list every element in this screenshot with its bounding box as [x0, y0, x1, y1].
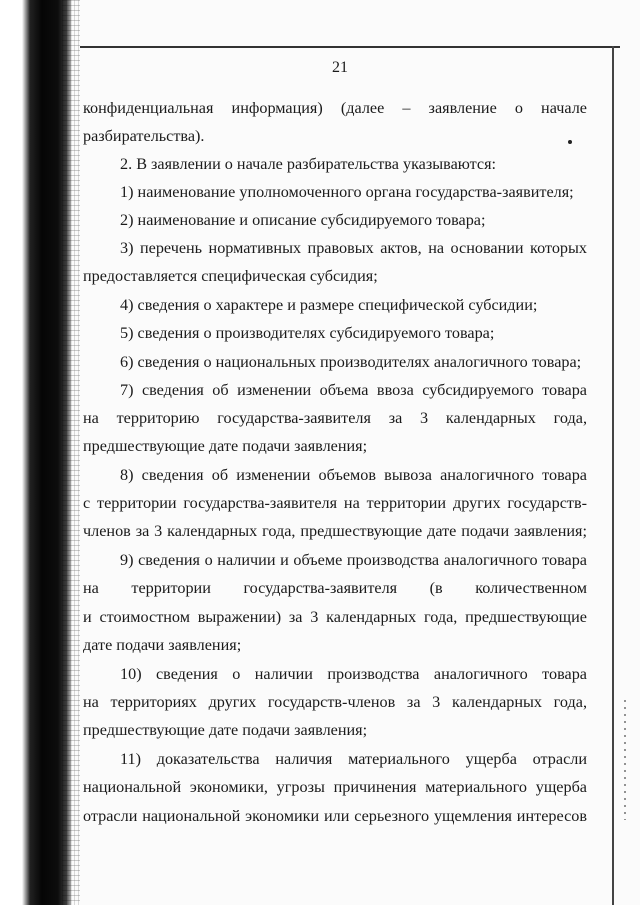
- text-line: 2) наименование и описание субсидируемого товара;: [120, 211, 486, 229]
- text-line: предшествующие дате подачи заявления;: [83, 437, 368, 455]
- text-line: 11) доказательства наличия материального ущерба отрасли: [120, 750, 587, 768]
- text-line: предоставляется специфическая субсидия;: [83, 267, 378, 285]
- text-line: предшествующие дате подачи заявления;: [83, 721, 368, 739]
- text-line: с территории государства-заявителя на территории других государств-: [83, 494, 587, 512]
- text-line: дате подачи заявления;: [83, 636, 242, 654]
- page-number: 21: [332, 59, 348, 76]
- scan-dotted-edge: [624, 700, 626, 820]
- text-line: членов за 3 календарных года, предшествующие дате подачи заявления;: [83, 522, 587, 540]
- text-line: разбирательства).: [83, 127, 205, 145]
- text-line: 8) сведения об изменении объемов вывоза аналогичного товара: [120, 466, 587, 484]
- text-line: отрасли национальной экономики или серьезного ущемления интересов: [83, 807, 587, 825]
- text-line: и стоимостном выражении) за 3 календарных года, предшествующие: [83, 608, 587, 626]
- text-line: 7) сведения об изменении объема ввоза субсидируемого товара: [120, 381, 587, 399]
- scan-binding-noise: [62, 0, 80, 905]
- text-line: 9) сведения о наличии и объеме производства аналогичного товара: [120, 551, 587, 569]
- text-line: на территорию государства-заявителя за 3 календарных года,: [83, 409, 587, 427]
- text-line: 4) сведения о характере и размере специфической субсидии;: [120, 296, 538, 314]
- text-line: на территории государства-заявителя (в количественном: [83, 579, 587, 597]
- text-line: 3) перечень нормативных правовых актов, на основании которых: [120, 239, 587, 257]
- text-line: 2. В заявлении о начале разбирательства указываются:: [120, 155, 497, 173]
- text-line: 1) наименование уполномоченного органа государства-заявителя;: [120, 183, 574, 201]
- scan-frame-right-line: [612, 46, 614, 905]
- text-line: 10) сведения о наличии производства аналогичного товара: [120, 665, 587, 683]
- text-line: конфиденциальная информация) (далее – заявление о начале: [83, 99, 587, 117]
- scan-frame-top-line: [80, 46, 620, 48]
- text-line: 5) сведения о производителях субсидируемого товара;: [120, 324, 495, 342]
- text-line: 6) сведения о национальных производителях аналогичного товара;: [120, 353, 582, 371]
- scan-speck: [568, 140, 572, 144]
- text-line: национальной экономики, угрозы причинения материального ущерба: [83, 778, 587, 796]
- text-line: на территориях других государств-членов за 3 календарных года,: [83, 693, 587, 711]
